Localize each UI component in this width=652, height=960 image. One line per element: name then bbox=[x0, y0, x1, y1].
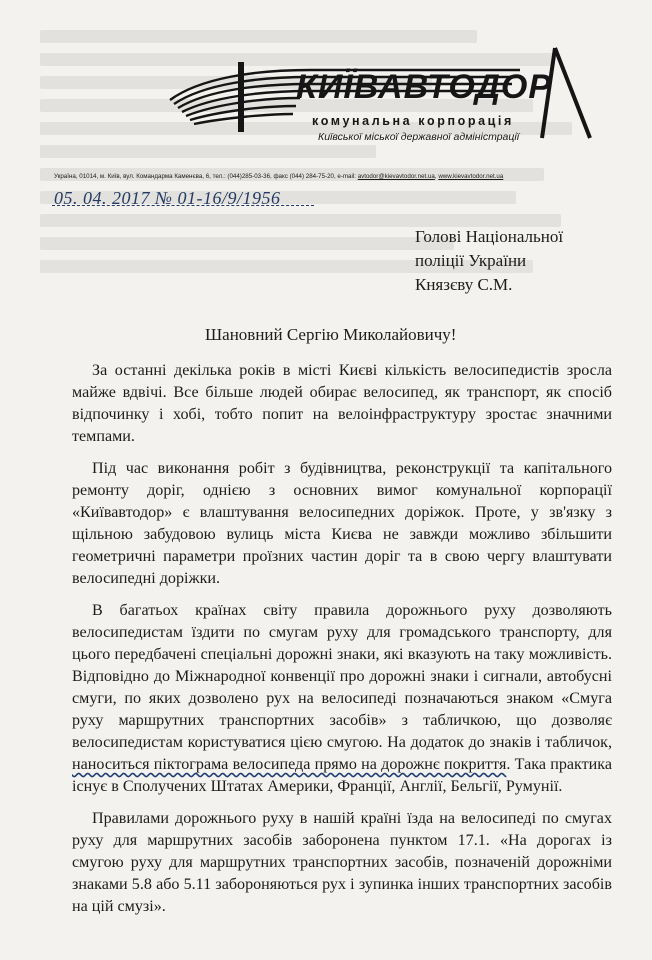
outgoing-number: № 01-16/9/1956 bbox=[155, 188, 281, 208]
brand-subtitle-authority: Київської міської державної адміністрації bbox=[318, 131, 520, 143]
address-website: www.kievavtodor.net.ua bbox=[438, 173, 504, 180]
body-paragraph bbox=[72, 600, 612, 798]
brand-name: КИЇВАВТОДОР bbox=[296, 68, 553, 106]
body-paragraph: Правилами дорожнього руху в нашій країні їзда на велосипеді по смугах руху для маршрутних засобів заборонена пунктом 17.1. «На дорогах із смугою руху для маршрутних транспортних засобів, позначеній дорожніми знаками 5.8 або 5.11 забороняються рух і зупинка інших транспортних засобів на цій смузі». bbox=[72, 810, 612, 915]
body-paragraph: За останні декілька років в місті Києві кількість велосипедистів зросла майже вдвічі. Все більше людей обирає велосипед, як транспорт, як спосіб відпочинку і хобі, тобто попит на велоінфраструктуру зростає значними темпами. bbox=[72, 362, 612, 445]
body-text: В багатьох країнах світу правила дорожнього руху дозволяють велосипедистам їздити по смугам руху для громадського транспорту, для цього передбачені спеціальні дорожні знаки, які вказують на таку можливість. Відповідно до Міжнародної конвенції про дорожні знаки і сигнали, автобусні смуги, по яких дозволено рух на велосипеді позначаються знаком «Смуга руху маршрутних транспортних засобів» з табличкою, що дозволяє велосипедистам користуватися цією смугою. На додаток до знаків і табличок, bbox=[72, 602, 612, 751]
addressee-line: поліції України bbox=[415, 251, 527, 270]
brand-subtitle: комунальна корпорація bbox=[312, 114, 514, 128]
address-email: avtodor@kievavtodor.net.ua bbox=[357, 173, 435, 180]
letter-body bbox=[72, 360, 612, 918]
outgoing-date: 05. 04. 2017 bbox=[54, 188, 150, 208]
addressee-line: Голові Національної bbox=[415, 227, 564, 246]
outgoing-underline bbox=[52, 205, 314, 207]
addressee-line: Князєву С.М. bbox=[415, 275, 513, 294]
body-text: . Така практика існує в Сполучених Штатах Америки, Франції, Англії, Бельгії, Румунії. bbox=[72, 756, 612, 795]
salutation: Шановний Сергію Миколайовичу! bbox=[205, 325, 457, 344]
handwritten-underlined-text: наноситься піктограма велосипеда прямо на дорожнє покриття bbox=[72, 756, 507, 773]
address-text: Україна, 01014, м. Київ, вул. Командарма Каменєва, 6, тел.: (044)285-03-36, факс (044) 284-75-20, e-mail: bbox=[54, 173, 356, 180]
addressee-block bbox=[415, 225, 563, 297]
letterhead-address: Україна, 01014, м. Київ, вул. Командарма Каменєва, 6, тел.: (044)285-03-36, факс (044) 284-75-20, e-mail: avtodor@kievavtodor.net.ua, www.kievavtodor.net.ua bbox=[54, 173, 504, 180]
body-paragraph: Під час виконання робіт з будівництва, реконструкції та капітального ремонту доріг, однією з основних вимог комунальної корпорації «Київавтодор» є влаштування велосипедних доріжок. Проте, у зв'язку з щільною забудовою вулиць міста Києва не завжди можливо збільшити геометричні параметри проїзних частин доріг та в свою чергу влаштувати велосипедні доріжки. bbox=[72, 460, 612, 587]
